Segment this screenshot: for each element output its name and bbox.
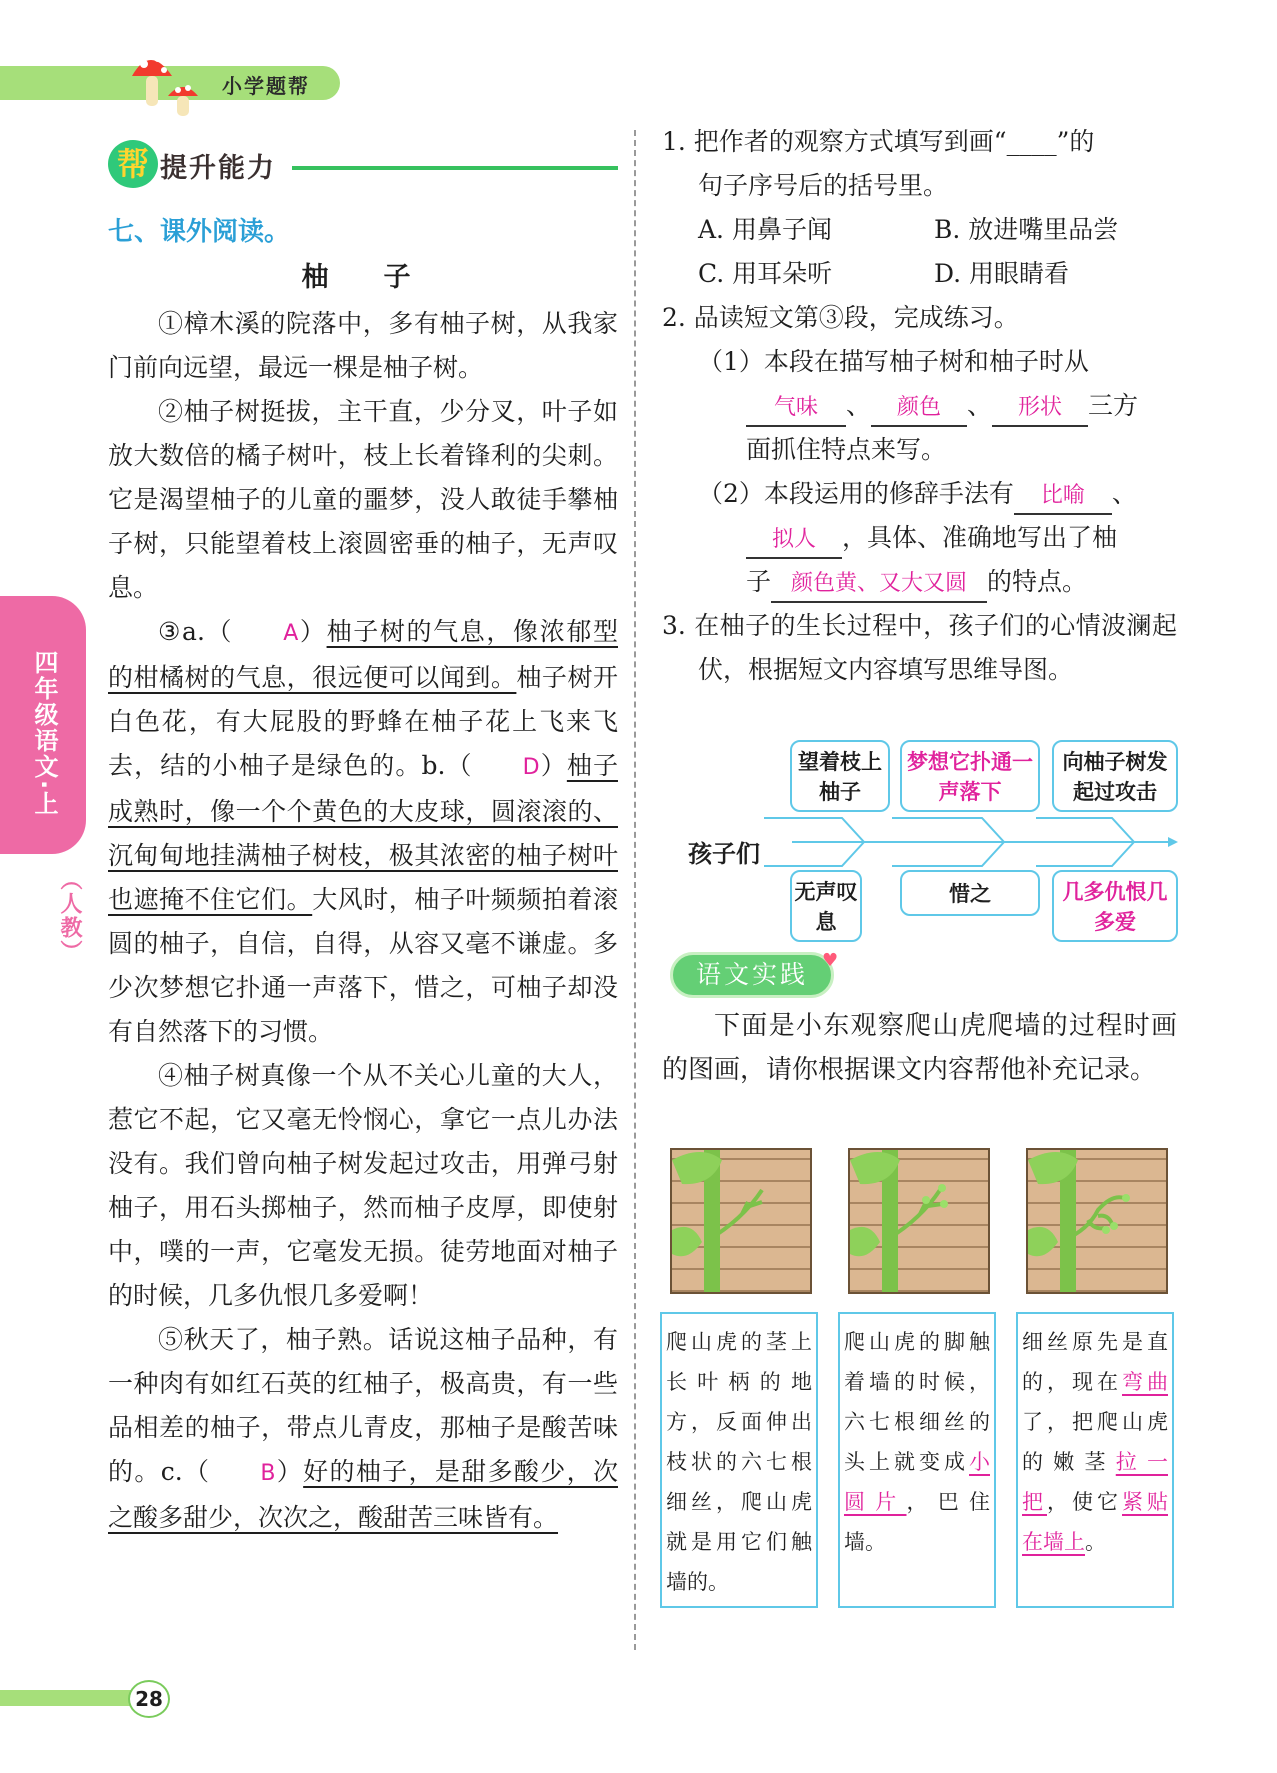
practice-label: 语文实践 <box>670 952 834 998</box>
mind-map-node: 惜之 <box>900 870 1040 916</box>
grade-side-tab: 四年级语文·上 <box>0 596 86 854</box>
paragraph-5: ⑤秋天了，柚子熟。话说这柚子品种，有一种肉有如红石英的红柚子，极高贵，有一些品相差的柚子，带点儿青皮，那柚子是酸苦味的。c.（ B）好的柚子，是甜多酸少，次之酸多甜少，次次之，酸甜苦三味皆有。 <box>108 1325 618 1532</box>
column-divider <box>634 130 636 1650</box>
underlined-sentence-c: 好的柚子，是甜多酸少，次之酸多甜少，次次之，酸甜苦三味皆有。 <box>108 1457 618 1532</box>
option-a: A. 用鼻子闻 <box>698 215 832 244</box>
q2-2-line3: 子 颜色黄、又大又圆 的特点。 <box>662 560 1177 604</box>
answer-blank: 比喻 <box>1014 479 1112 515</box>
practice-instructions: 下面是小东观察爬山虎爬墙的过程时画的图画，请你根据课文内容帮他补充记录。 <box>662 1011 1177 1085</box>
footer-bar <box>0 1690 140 1706</box>
ivy-picture-3 <box>1026 1148 1168 1294</box>
practice-heading <box>670 952 850 1000</box>
mind-map-root: 孩子们 <box>688 840 760 868</box>
question-2: 2. 品读短文第③段，完成练习。 （1）本段在描写柚子树和柚子时从 气味 、 颜色 、 形状 三方 面抓住特点来写。 （2）本段运用的修辞手法有 比喻 、 拟人 ，具体、准确地写出了柚 子 颜色黄、又大又圆 的特点。 <box>662 296 1177 604</box>
q2-2-line2: 拟人 ，具体、准确地写出了柚 <box>662 516 1177 560</box>
page-number: 28 <box>128 1680 170 1718</box>
answer-blank: 形状 <box>992 391 1088 427</box>
option-b: B. 放进嘴里品尝 <box>934 215 1119 244</box>
answer-a: A <box>283 621 299 646</box>
underlined-sentence-a: 柚子树的气息，像浓郁型的柑橘树的气息，很远便可以闻到。 <box>108 617 618 692</box>
questions <box>662 120 1177 692</box>
mind-map-node: 向柚子树发起过攻击 <box>1052 740 1178 812</box>
paragraph-4: ④柚子树真像一个从不关心儿童的大人，惹它不起，它又毫无怜悯心，拿它一点儿办法没有。我们曾向柚子树发起过攻击，用弹弓射柚子，用石头掷柚子，然而柚子皮厚，即使射中，噗的一声，它毫发无损。徒劳地面对柚子的时候，几多仇恨几多爱啊！ <box>108 1061 618 1310</box>
underlined-sentence-b: 柚子成熟时，像一个个黄色的大皮球，圆滚滚的、沉甸甸地挂满柚子树枝，极其浓密的柚子树叶也遮掩不住它们。 <box>108 751 618 914</box>
ivy-picture-2 <box>848 1148 990 1294</box>
note-3: 细丝原先是直的，现在弯曲了，把爬山虎的嫩茎拉一把，使它紧贴在墙上。 <box>1016 1312 1174 1608</box>
paragraph-1: ①樟木溪的院落中，多有柚子树，从我家门前向远望，最远一棵是柚子树。 <box>108 309 618 382</box>
paragraph-2: ②柚子树挺拔，主干直，少分叉，叶子如放大数倍的橘子树叶，枝上长着锋利的尖刺。它是渴望柚子的儿童的噩梦，没人敢徒手攀柚子树，只能望着枝上滚圆密垂的柚子，无声叹息。 <box>108 397 618 602</box>
paragraph-3: ③a.（ A）柚子树的气息，像浓郁型的柑橘树的气息，很远便可以闻到。柚子树开白色花，有大屁股的野蜂在柚子花上飞来飞去，结的小柚子是绿色的。b.（ D）柚子成熟时，像一个个黄色的大皮球，圆滚滚的、沉甸甸地挂满柚子树枝，极其浓密的柚子树叶也遮掩不住它们。大风时，柚子叶频频拍着滚圆的柚子，自信，自得，从容又毫不谦虚。多少次梦想它扑通一声落下，惜之，可柚子却没有自然落下的习惯。 <box>108 610 618 1054</box>
ivy-picture-1 <box>670 1148 812 1294</box>
answer-fill: 拉一把 <box>1022 1450 1168 1514</box>
answer-fill: 小圆片 <box>844 1450 990 1514</box>
section-heading <box>108 140 618 188</box>
answer-blank: 气味 <box>746 391 846 427</box>
section-rule <box>292 166 618 170</box>
note-2: 爬山虎的脚触着墙的时候，六七根细丝的头上就变成小圆片，巴住墙。 <box>838 1312 996 1608</box>
essay-title: 柚 子 <box>301 262 425 293</box>
reading-passage <box>108 210 618 1540</box>
answer-blank: 拟人 <box>746 523 842 559</box>
note-1: 爬山虎的茎上长叶柄的地方，反面伸出枝状的六七根细丝，爬山虎就是用它们触墙的。 <box>660 1312 818 1608</box>
option-c: C. 用耳朵听 <box>698 259 833 288</box>
section-badge-icon: 帮 <box>108 140 158 188</box>
question-3: 3. 在柚子的生长过程中，孩子们的心情波澜起伏，根据短文内容填写思维导图。 <box>662 611 1177 684</box>
option-d: D. 用眼睛看 <box>934 259 1070 288</box>
mind-map-node-answer: 梦想它扑通一声落下 <box>900 740 1040 812</box>
mind-map-node-answer: 几多仇恨几多爱 <box>1052 870 1178 942</box>
answer-fill: 弯曲 <box>1122 1370 1168 1394</box>
ivy-illustrations <box>670 1148 1170 1298</box>
answer-blank: 颜色 <box>871 391 967 427</box>
answer-c: B <box>260 1461 276 1486</box>
options-row-2 <box>662 252 1177 296</box>
section-title: 提升能力 <box>160 153 276 184</box>
mind-map-node: 望着枝上柚子 <box>790 740 890 812</box>
answer-b: D <box>522 755 540 780</box>
mind-map <box>682 736 1182 946</box>
edition-tag: （人教） <box>57 868 82 964</box>
mushroom-logo-icon <box>128 40 228 118</box>
answer-blank: 颜色黄、又大又圆 <box>771 567 987 603</box>
mind-map-node: 无声叹息 <box>790 870 862 942</box>
options-row-1 <box>662 208 1177 252</box>
q2-1-answers: 气味 、 颜色 、 形状 三方 <box>662 384 1177 428</box>
brand-title: 小学题帮 <box>222 74 310 98</box>
observation-notes <box>660 1312 1180 1612</box>
task-title: 七、课外阅读。 <box>108 217 291 247</box>
q2-2-line1: （2）本段运用的修辞手法有 比喻 、 <box>662 472 1177 516</box>
question-1: 1. 把作者的观察方式填写到画“____”的 句子序号后的括号里。 A. 用鼻子闻 B. 放进嘴里品尝 C. 用耳朵听 D. 用眼睛看 <box>662 120 1177 296</box>
heart-icon: ♥ <box>822 950 839 971</box>
answer-fill: 紧贴在墙上 <box>1022 1490 1168 1554</box>
